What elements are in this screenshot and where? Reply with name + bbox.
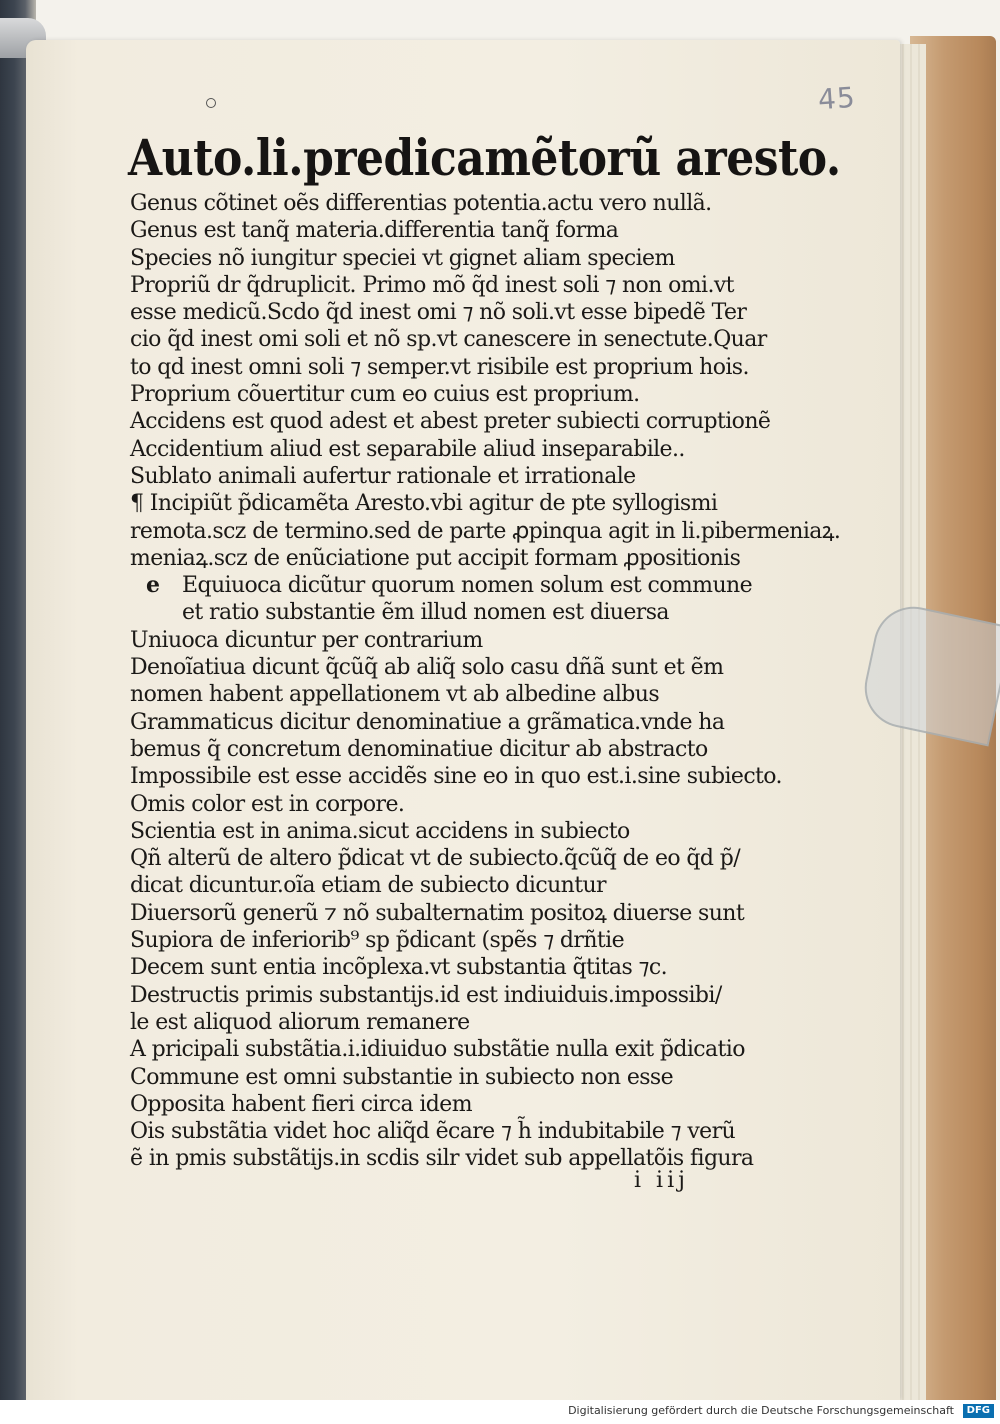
text-line: Impossibile est esse accidẽs sine eo in quo est.i.sine subiecto. <box>130 764 782 790</box>
pinhole-mark <box>206 98 216 108</box>
text-line: Scientia est in anima.sicut accidens in subiecto <box>130 818 630 844</box>
text-line: le est aliquod aliorum remanere <box>130 1009 470 1035</box>
text-line: Supiora de inferiorib⁹ sp p̃dicant (spẽs ⁊ drñtie <box>130 928 625 954</box>
text-line: Omis color est in corpore. <box>130 791 405 817</box>
text-line: nomen habent appellationem vt ab albedine albus <box>130 682 660 708</box>
text-line: esse medicũ.Scdo q̃d inest omi ⁊ nõ soli.vt esse bipedẽ Ter <box>130 300 747 326</box>
text-line: Uniuoca dicuntur per contrarium <box>130 627 483 653</box>
text-line: Grammaticus dicitur denominatiue a grãmatica.vnde ha <box>130 709 725 735</box>
text-line: to qd inest omni soli ⁊ semper.vt risibile est proprium hois. <box>130 354 749 380</box>
text-line: Opposita habent fieri circa idem <box>130 1091 472 1117</box>
text-block <box>130 190 841 1173</box>
text-line: Proprium cõuertitur cum eo cuius est proprium. <box>130 382 640 408</box>
text-line: Qñ alterũ de altero p̃dicat vt de subiecto.q̃cũq̃ de eo q̃d p̃/ <box>130 846 741 872</box>
folio-number: 45 <box>816 80 857 117</box>
text-line: meniaꝝ.scz de enũciatione put accipit formam ꝓpositionis <box>130 545 741 571</box>
text-line: ¶ Incipiũt p̃dicamẽta Aresto.vbi agitur de pte syllogismi <box>130 491 718 517</box>
text-line: bemus q̃ concretum denominatiue dicitur ab abstracto <box>130 736 708 762</box>
text-line: Accidens est quod adest et abest preter subiecti corruptionẽ <box>130 409 771 435</box>
margin-letter: e <box>146 572 160 599</box>
text-line: Commune est omni substantie in subiecto non esse <box>130 1064 674 1090</box>
text-line: remota.scz de termino.sed de parte ꝓpinqua agit in li.pibermeniaꝝ. <box>130 518 841 544</box>
text-line: Sublato animali aufertur rationale et irrationale <box>130 463 636 489</box>
page-title: Auto.li.predicamẽtorũ aresto. <box>128 130 841 188</box>
text-line: Propriũ dr q̃druplicit. Primo mõ q̃d inest soli ⁊ non omi.vt <box>130 272 734 298</box>
text-line: cio q̃d inest omi soli et nõ sp.vt canescere in senectute.Quar <box>130 327 767 353</box>
text-line: Decem sunt entia incõplexa.vt substantia q̃titas ⁊c. <box>130 955 667 981</box>
text-line: Ois substãtia videt hoc aliq̃d ẽcare ⁊ h̃ indubitabile ⁊ verũ <box>130 1119 736 1145</box>
dfg-logo: DFG <box>963 1404 994 1418</box>
text-line: Genus est tanq̃ materia.differentia tanq̃ forma <box>130 218 619 244</box>
text-line-content: Equiuoca dicũtur quorum nomen solum est commune <box>182 573 753 599</box>
text-line: Genus cõtinet oẽs differentias potentia.actu vero nullã. <box>130 191 712 216</box>
signature-mark: i iij <box>634 1168 689 1193</box>
text-line: A pricipali substãtia.i.idiuiduo substãtie nulla exit p̃dicatio <box>130 1037 745 1063</box>
text-line: Accidentium aliud est separabile aliud inseparabile.. <box>130 436 685 462</box>
text-line: dicat dicuntur.oĩa etiam de subiecto dicuntur <box>130 873 606 899</box>
text-line: ẽ in pmis substãtijs.in scdis silr videt sub appellatõis figura <box>130 1146 754 1172</box>
text-line: Diuersorũ generũ ⁊ nõ subalternatim positoꝝ diuerse sunt <box>130 900 745 926</box>
text-line: Denoĩatiua dicunt q̃cũq̃ ab aliq̃ solo casu dñã sunt et ẽm <box>130 655 724 681</box>
text-line: Species nõ iungitur speciei vt gignet aliam speciem <box>130 245 675 271</box>
footer-credit: Digitalisierung gefördert durch die Deutsche Forschungsgemeinschaft <box>568 1404 954 1417</box>
footer-bar <box>0 1400 1000 1424</box>
text-line: et ratio substantie ẽm illud nomen est diuersa <box>182 600 669 626</box>
text-line: Destructis primis substantijs.id est indiuiduis.impossibi/ <box>130 982 722 1008</box>
text-line <box>130 572 770 599</box>
